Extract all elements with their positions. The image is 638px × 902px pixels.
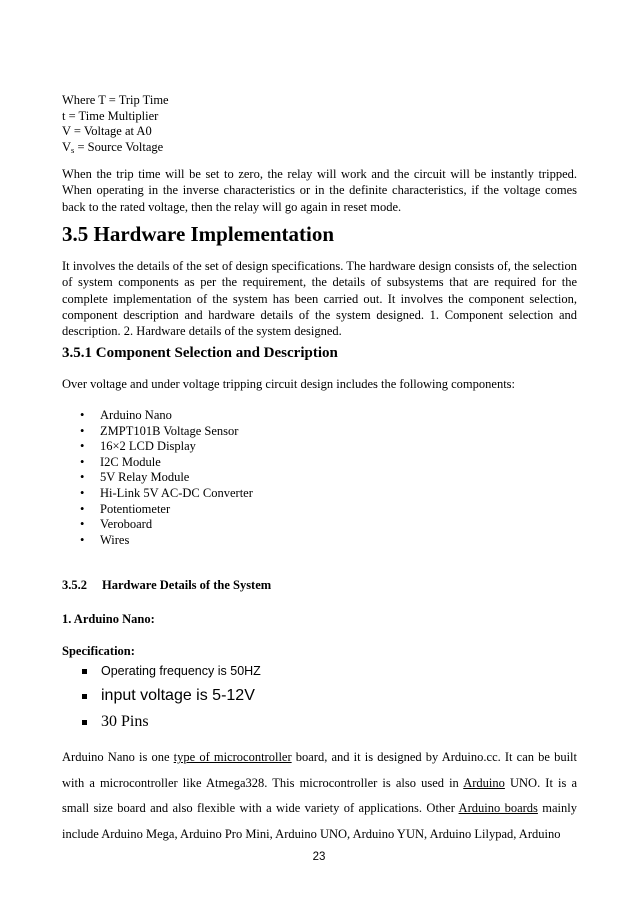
paragraph-components-intro: Over voltage and under voltage tripping circuit design includes the following components: — [62, 377, 516, 391]
list-item: 30 Pins — [62, 709, 577, 735]
definition-source-voltage: $V_s$ = Source Voltage — [62, 139, 164, 155]
subsection-heading-hardware-details: 3.5.2 Hardware Details of the System — [62, 578, 272, 592]
definition-trip-time: Where T = Trip Time — [62, 93, 169, 107]
bullet-icon: • — [80, 501, 85, 516]
bullet-icon: • — [80, 439, 85, 454]
list-item: • Wires — [80, 532, 130, 547]
list-item: • Arduino Nano — [80, 408, 172, 422]
paragraph-trip-time: When the trip time will be set to zero, the relay will work and the circuit will be instantly tripped. When operating in the inverse characteristics or in the definite characteristics, if the voltage comes back to the rated voltage, then the relay will go again in reset mode. — [62, 167, 577, 214]
bullet-icon: • — [80, 517, 85, 532]
list-item: • Potentiometer — [80, 501, 171, 516]
definition-voltage: V = Voltage at A0 — [62, 124, 152, 138]
definition-time-multiplier: t = Time Multiplier — [62, 108, 159, 123]
link-arduino[interactable]: Arduino — [463, 775, 505, 790]
paragraph-hardware-implementation: It involves the details of the set of design specifications. The hardware design consists of, the selection of system components as per the requirement, the details of subsystems that are required for the complete implementation of the system has been carried out. It involves the component selection, component description and hardware details of the system designed. 1. Component selection and description. 2. Hardware details of the system designed. — [62, 259, 577, 339]
bullet-icon: • — [80, 485, 85, 500]
list-item: • I2C Module — [80, 454, 161, 469]
bullet-icon: • — [80, 423, 85, 438]
bullet-icon: • — [80, 454, 85, 469]
arduino-nano-heading: 1. Arduino Nano: — [62, 612, 155, 626]
square-bullet-icon — [82, 669, 87, 674]
specification-heading: Specification: — [62, 644, 135, 658]
square-bullet-icon — [82, 720, 87, 725]
list-item: • Hi-Link 5V AC-DC Converter — [80, 485, 253, 500]
paragraph-arduino-nano: Arduino Nano is one type of microcontroller board, and it is designed by Arduino.cc. It can be built with a microcontroller like Atmega328. This microcontroller is also used in Arduino UNO. It is a small size board and also flexible with a wide variety of applications. Other Arduino boards mainly include Arduino Mega, Arduino Pro Mini, Arduino UNO, Arduino YUN, Arduino Lilypad, Arduino — [62, 750, 577, 841]
subsection-heading: 3.5.1 Component Selection and Description — [62, 345, 338, 361]
bullet-icon: • — [80, 470, 85, 485]
link-arduino-boards[interactable]: Arduino boards — [458, 801, 538, 815]
list-item: • 5V Relay Module — [80, 470, 190, 485]
list-item: input voltage is 5-12V — [62, 683, 577, 709]
bullet-icon: • — [80, 408, 85, 422]
list-item: • Veroboard — [80, 517, 153, 532]
component-list — [62, 408, 577, 548]
bullet-icon: • — [80, 532, 85, 547]
list-item: Operating frequency is 50HZ — [62, 659, 577, 683]
list-item: • ZMPT101B Voltage Sensor — [80, 423, 239, 438]
specification-list — [62, 659, 577, 735]
page-number: 23 — [312, 851, 326, 863]
square-bullet-icon — [82, 694, 87, 699]
section-heading: 3.5 Hardware Implementation — [62, 222, 335, 246]
link-type-of-microcontroller[interactable]: type of microcontroller — [173, 750, 292, 764]
variable-definitions — [62, 93, 577, 155]
list-item: • 16×2 LCD Display — [80, 439, 196, 454]
